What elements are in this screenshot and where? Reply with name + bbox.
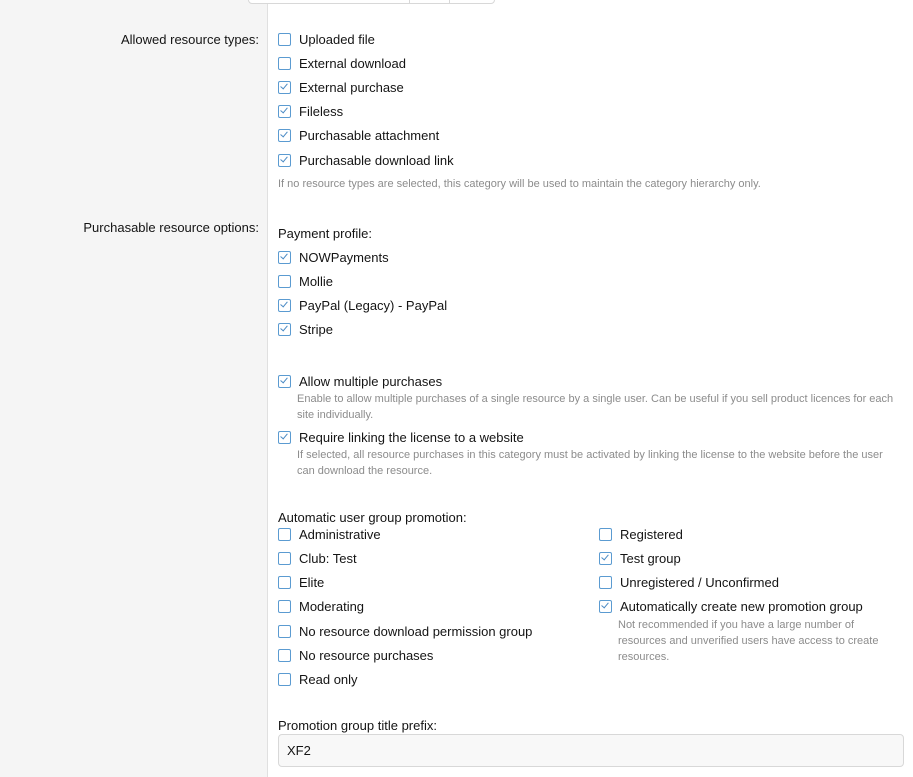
prefix-label: Promotion group title prefix: [278, 718, 437, 733]
checkbox-unchecked-icon[interactable] [278, 625, 291, 638]
checkbox-moderating[interactable] [278, 598, 364, 616]
checkbox-checked-icon[interactable] [599, 552, 612, 565]
checkbox-label: No resource purchases [299, 648, 434, 663]
allow-multiple-purchases-checkbox[interactable] [278, 372, 442, 390]
checkbox-label: Mollie [299, 273, 333, 289]
form-label-column [0, 0, 268, 777]
payment-profile-label: Payment profile: [278, 226, 372, 241]
checkbox-paypal-legacy-paypal[interactable] [278, 297, 447, 315]
checkbox-unchecked-icon[interactable] [599, 576, 612, 589]
checkbox-automatically-create-new-promotion-group[interactable] [599, 598, 863, 616]
checkbox-label: Administrative [299, 526, 381, 542]
checkbox-nowpayments[interactable] [278, 248, 389, 266]
checkbox-unchecked-icon[interactable] [278, 57, 291, 70]
checkbox-checked-icon[interactable] [278, 299, 291, 312]
resource-types-hint: If no resource types are selected, this category will be used to maintain the category hierarchy only. [278, 178, 761, 190]
checkbox-label: Require linking the license to a website [299, 429, 524, 445]
checkbox-external-download[interactable] [278, 54, 406, 72]
checkbox-label: Allow multiple purchases [299, 373, 443, 389]
checkbox-label: NOWPayments [299, 249, 389, 265]
checkbox-unregistered-unconfirmed[interactable] [599, 574, 779, 592]
checkbox-fileless[interactable] [278, 103, 343, 121]
checkbox-label: Elite [299, 575, 325, 591]
checkbox-uploaded-file[interactable] [278, 30, 375, 48]
checkbox-checked-icon[interactable] [599, 600, 612, 613]
checkbox-label: External purchase [299, 79, 404, 95]
checkbox-label: Test group [620, 550, 681, 566]
checkbox-checked-icon[interactable] [278, 323, 291, 336]
checkbox-no-resource-download-permission-group[interactable] [278, 622, 532, 640]
checkbox-purchasable-attachment[interactable] [278, 127, 439, 145]
button-group-partial[interactable] [248, 0, 495, 4]
checkbox-label: Unregistered / Unconfirmed [620, 575, 779, 591]
checkbox-label: Registered [620, 526, 683, 542]
checkbox-checked-icon[interactable] [278, 251, 291, 264]
checkbox-unchecked-icon[interactable] [278, 528, 291, 541]
purchasable-options-label: Purchasable resource options: [83, 220, 259, 235]
checkbox-label: Automatically create new promotion group [620, 599, 863, 615]
prefix-input[interactable]: XF2 [278, 734, 904, 767]
promotion-label: Automatic user group promotion: [278, 510, 467, 525]
require-linking-checkbox[interactable] [278, 428, 524, 446]
checkbox-icon[interactable] [278, 431, 291, 444]
checkbox-label: Read only [299, 672, 358, 688]
checkbox-checked-icon[interactable] [278, 154, 291, 167]
checkbox-club-test[interactable] [278, 549, 357, 567]
checkbox-unchecked-icon[interactable] [278, 552, 291, 565]
checkbox-read-only[interactable] [278, 671, 358, 689]
checkbox-label: No resource download permission group [299, 623, 533, 639]
allow-multiple-hint: Enable to allow multiple purchases of a single resource by a single user. Can be useful if you sell product licences for each site individually. [297, 393, 894, 421]
checkbox-unchecked-icon[interactable] [599, 528, 612, 541]
checkbox-unchecked-icon[interactable] [278, 576, 291, 589]
checkbox-stripe[interactable] [278, 321, 333, 339]
checkbox-unchecked-icon[interactable] [278, 649, 291, 662]
checkbox-icon[interactable] [278, 375, 291, 388]
checkbox-unchecked-icon[interactable] [278, 33, 291, 46]
checkbox-label: Club: Test [299, 550, 357, 566]
checkbox-unchecked-icon[interactable] [278, 275, 291, 288]
checkbox-unchecked-icon[interactable] [278, 600, 291, 613]
checkbox-mollie[interactable] [278, 272, 333, 290]
checkbox-label: External download [299, 55, 406, 71]
checkbox-purchasable-download-link[interactable] [278, 151, 454, 169]
checkbox-label: Moderating [299, 599, 365, 615]
checkbox-test-group[interactable] [599, 549, 681, 567]
require-linking-hint: If selected, all resource purchases in this category must be activated by linking the license to the website before the user can download the resource. [297, 449, 883, 477]
checkbox-no-resource-purchases[interactable] [278, 647, 433, 665]
checkbox-elite[interactable] [278, 574, 324, 592]
checkbox-label: Purchasable download link [299, 152, 454, 168]
checkbox-label: PayPal (Legacy) - PayPal [299, 298, 448, 314]
checkbox-checked-icon[interactable] [278, 105, 291, 118]
checkbox-registered[interactable] [599, 525, 683, 543]
checkbox-label: Stripe [299, 322, 333, 338]
checkbox-administrative[interactable] [278, 525, 381, 543]
checkbox-checked-icon[interactable] [278, 129, 291, 142]
auto-create-hint: Not recommended if you have a large number of resources and unverified users have access to create resources. [618, 619, 879, 663]
checkbox-external-purchase[interactable] [278, 78, 404, 96]
allowed-resource-types-label: Allowed resource types: [120, 32, 259, 47]
checkbox-label: Fileless [299, 104, 344, 120]
checkbox-label: Purchasable attachment [299, 128, 440, 144]
checkbox-label: Uploaded file [299, 31, 375, 47]
checkbox-checked-icon[interactable] [278, 81, 291, 94]
checkbox-unchecked-icon[interactable] [278, 673, 291, 686]
